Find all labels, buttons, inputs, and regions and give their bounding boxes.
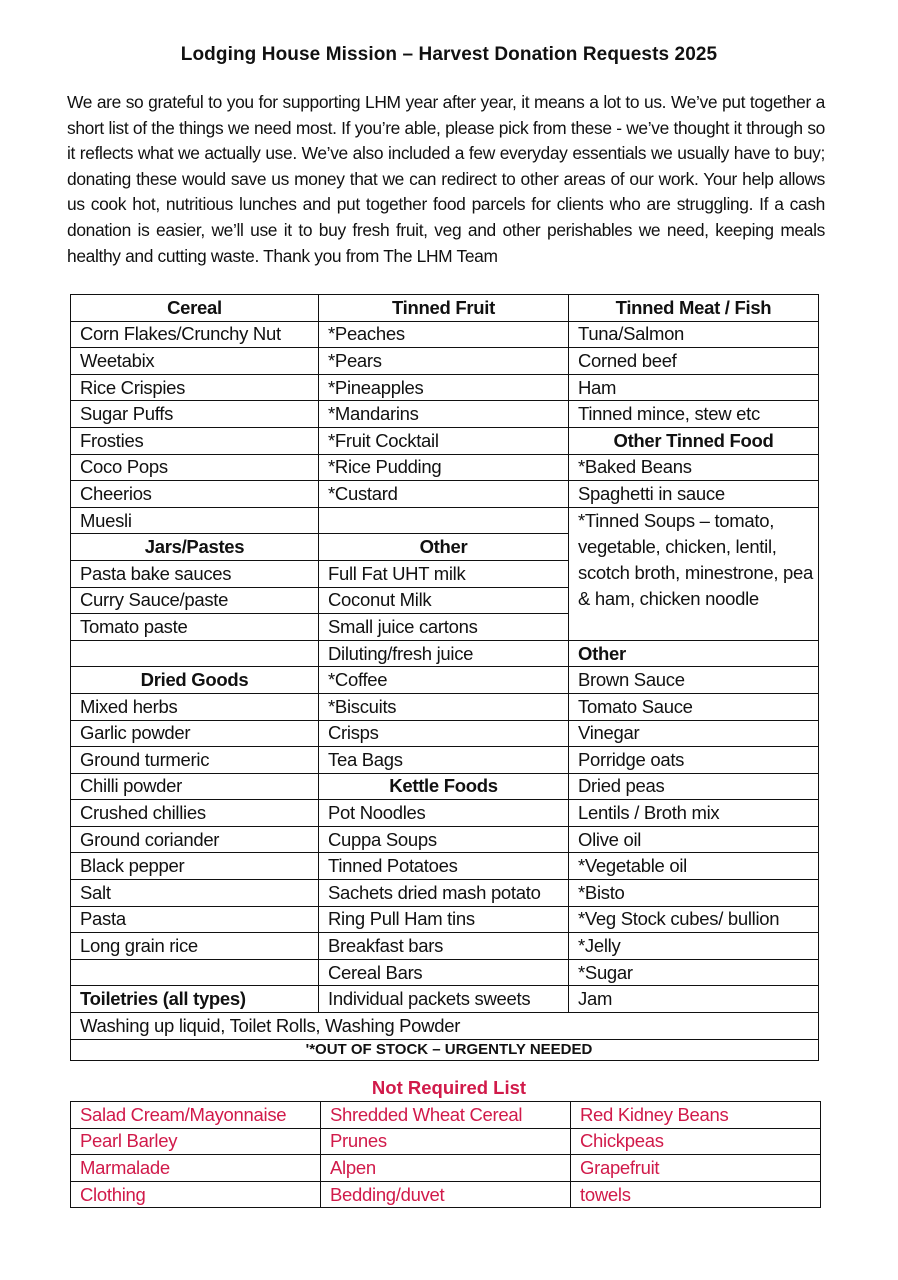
intro-paragraph: We are so grateful to you for supporting LHM year after year, it means a lot to us. We’ve put together a short list of the things we need most. If you’re able, please pick from these - we’ve thought it through so it reflects what we actually use. We’ve also included a few everyday essentials we usually have to buy; donating these would save us money that we can redirect to other areas of our work. Your help allows us cook hot, nutritious lunches and put together food parcels for clients who are struggling. If a cash donation is easier, we’ll use it to buy fresh fruit, veg and other perishables we need, keeping meals healthy and cutting waste. Thank you from The LHM Team: [67, 92, 825, 266]
header-other: Other: [319, 534, 569, 561]
table-cell: Ring Pull Ham tins: [319, 906, 569, 933]
table-cell: Rice Crispies: [71, 374, 319, 401]
table-cell: Diluting/fresh juice: [319, 640, 569, 667]
table-row: [71, 826, 819, 853]
table-cell: Vinegar: [569, 720, 819, 747]
table-cell: Brown Sauce: [569, 667, 819, 694]
table-cell: Corned beef: [569, 348, 819, 375]
table-cell: Cheerios: [71, 481, 319, 508]
table-cell: Tea Bags: [319, 747, 569, 774]
table-cell: *Coffee: [319, 667, 569, 694]
table-cell: Pot Noodles: [319, 800, 569, 827]
table-cell: Tuna/Salmon: [569, 321, 819, 348]
table-row: [71, 427, 819, 454]
header-tinned-fruit: Tinned Fruit: [319, 295, 569, 322]
table-cell: Clothing: [71, 1181, 321, 1208]
table-cell: Tomato Sauce: [569, 693, 819, 720]
header-other-tinned-food: Other Tinned Food: [569, 427, 819, 454]
table-row: [71, 959, 819, 986]
table-row: [71, 1155, 821, 1182]
table-cell: Pearl Barley: [71, 1128, 321, 1155]
table-row: [71, 1181, 821, 1208]
table-row: [71, 507, 819, 534]
table-cell: Prunes: [321, 1128, 571, 1155]
table-cell: Dried peas: [569, 773, 819, 800]
table-cell: Pasta: [71, 906, 319, 933]
table-row: [71, 1039, 819, 1060]
urgent-note: '*OUT OF STOCK – URGENTLY NEEDED: [71, 1039, 819, 1060]
table-cell: *Jelly: [569, 933, 819, 960]
table-cell: Cereal Bars: [319, 959, 569, 986]
table-row: [71, 853, 819, 880]
table-cell: *Veg Stock cubes/ bullion: [569, 906, 819, 933]
table-cell: *Pineapples: [319, 374, 569, 401]
table-cell: Frosties: [71, 427, 319, 454]
table-cell: Chickpeas: [571, 1128, 821, 1155]
table-row: [71, 667, 819, 694]
table-row: [71, 1102, 821, 1129]
table-cell: Tinned Potatoes: [319, 853, 569, 880]
table-cell: *Fruit Cocktail: [319, 427, 569, 454]
table-cell: Grapefruit: [571, 1155, 821, 1182]
table-row: [71, 1128, 821, 1155]
table-row: [71, 773, 819, 800]
table-cell: Chilli powder: [71, 773, 319, 800]
table-row: [71, 481, 819, 508]
table-row: [71, 933, 819, 960]
tinned-soups-cell: *Tinned Soups – tomato, vegetable, chicken, lentil, scotch broth, minestrone, pea & ham, chicken noodle: [569, 507, 819, 640]
table-cell: Black pepper: [71, 853, 319, 880]
table-cell: Bedding/duvet: [321, 1181, 571, 1208]
table-cell: Ground coriander: [71, 826, 319, 853]
table-cell: Sugar Puffs: [71, 401, 319, 428]
table-cell: Ground turmeric: [71, 747, 319, 774]
header-jars-pastes: Jars/Pastes: [71, 534, 319, 561]
donation-requests-table: [70, 294, 819, 1061]
table-row: [71, 693, 819, 720]
table-cell: Ham: [569, 374, 819, 401]
table-row: [71, 348, 819, 375]
table-cell: Garlic powder: [71, 720, 319, 747]
table-cell: Cuppa Soups: [319, 826, 569, 853]
table-cell: Individual packets sweets: [319, 986, 569, 1013]
table-row: [71, 401, 819, 428]
table-cell: Shredded Wheat Cereal: [321, 1102, 571, 1129]
table-cell: Crushed chillies: [71, 800, 319, 827]
table-cell: *Baked Beans: [569, 454, 819, 481]
table-cell: Olive oil: [569, 826, 819, 853]
table-cell: *Sugar: [569, 959, 819, 986]
table-cell: Breakfast bars: [319, 933, 569, 960]
table-cell: Sachets dried mash potato: [319, 880, 569, 907]
table-row: [71, 295, 819, 322]
table-cell: *Vegetable oil: [569, 853, 819, 880]
table-row: [71, 1013, 819, 1040]
table-row: [71, 640, 819, 667]
table-cell: Pasta bake sauces: [71, 560, 319, 587]
table-cell: Salad Cream/Mayonnaise: [71, 1102, 321, 1129]
table-cell: *Biscuits: [319, 693, 569, 720]
header-cereal: Cereal: [71, 295, 319, 322]
table-cell: Weetabix: [71, 348, 319, 375]
table-row: [71, 880, 819, 907]
table-cell: Alpen: [321, 1155, 571, 1182]
table-cell: Crisps: [319, 720, 569, 747]
page-title: Lodging House Mission – Harvest Donation Requests 2025: [180, 44, 718, 65]
table-cell: Full Fat UHT milk: [319, 560, 569, 587]
table-cell: *Pears: [319, 348, 569, 375]
empty-cell: [319, 507, 569, 534]
empty-cell: [71, 640, 319, 667]
table-cell: Mixed herbs: [71, 693, 319, 720]
table-cell: *Custard: [319, 481, 569, 508]
toiletries-items: Washing up liquid, Toilet Rolls, Washing Powder: [71, 1013, 819, 1040]
table-cell: Porridge oats: [569, 747, 819, 774]
not-required-table: [70, 1101, 821, 1208]
header-other-right: Other: [569, 640, 819, 667]
header-tinned-meat-fish: Tinned Meat / Fish: [569, 295, 819, 322]
table-cell: Coconut Milk: [319, 587, 569, 614]
table-cell: Corn Flakes/Crunchy Nut: [71, 321, 319, 348]
table-cell: Marmalade: [71, 1155, 321, 1182]
table-cell: *Peaches: [319, 321, 569, 348]
table-row: [71, 906, 819, 933]
empty-cell: [71, 959, 319, 986]
header-kettle-foods: Kettle Foods: [319, 773, 569, 800]
table-cell: *Bisto: [569, 880, 819, 907]
table-cell: Spaghetti in sauce: [569, 481, 819, 508]
table-row: [71, 986, 819, 1013]
table-cell: Small juice cartons: [319, 614, 569, 641]
table-row: [71, 720, 819, 747]
table-cell: Tomato paste: [71, 614, 319, 641]
header-toiletries: Toiletries (all types): [71, 986, 319, 1013]
table-cell: Salt: [71, 880, 319, 907]
table-cell: Muesli: [71, 507, 319, 534]
table-cell: *Mandarins: [319, 401, 569, 428]
table-cell: Red Kidney Beans: [571, 1102, 821, 1129]
table-cell: Tinned mince, stew etc: [569, 401, 819, 428]
table-cell: Lentils / Broth mix: [569, 800, 819, 827]
table-cell: Coco Pops: [71, 454, 319, 481]
not-required-title: Not Required List: [371, 1077, 527, 1098]
table-row: [71, 800, 819, 827]
header-dried-goods: Dried Goods: [71, 667, 319, 694]
table-cell: Curry Sauce/paste: [71, 587, 319, 614]
table-row: [71, 454, 819, 481]
table-cell: towels: [571, 1181, 821, 1208]
table-row: [71, 374, 819, 401]
table-cell: Long grain rice: [71, 933, 319, 960]
table-row: [71, 321, 819, 348]
table-cell: *Rice Pudding: [319, 454, 569, 481]
table-cell: Jam: [569, 986, 819, 1013]
table-row: [71, 747, 819, 774]
